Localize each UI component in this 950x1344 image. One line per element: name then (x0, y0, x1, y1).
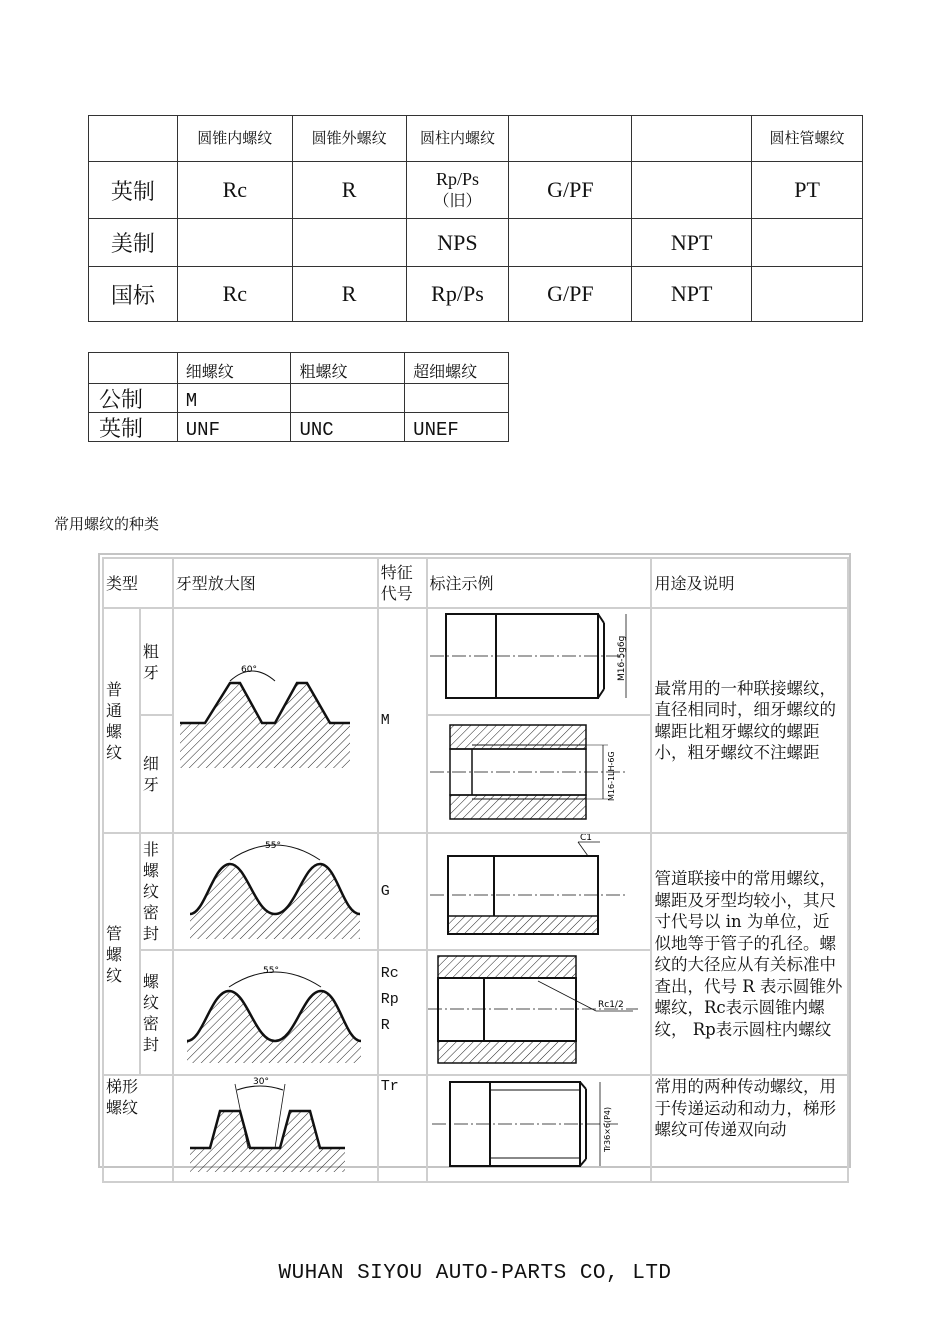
table-cell: NPT (632, 267, 752, 322)
external-thread-drawing (428, 609, 650, 709)
example-cell (427, 950, 652, 1075)
table-cell: G/PF (509, 162, 632, 219)
table-cell: G/PF (509, 267, 632, 322)
table-row (103, 833, 848, 950)
subtype-label: 非螺纹密封 (142, 840, 159, 943)
angle-label: 55° (265, 841, 282, 851)
subtype-label: 细牙 (142, 754, 159, 794)
table-cell: NPT (632, 219, 752, 267)
table-cell: R (292, 267, 406, 322)
subtype-cell (140, 950, 173, 1075)
example-cell (427, 833, 652, 950)
type-label-ordinary (103, 608, 140, 833)
example-cell (427, 608, 652, 715)
type-label-text: 普通螺纹 (106, 679, 123, 762)
header-cell: 粗螺纹 (291, 353, 405, 384)
profile-55-sealed-cell (173, 950, 378, 1075)
header-type: 类型 (103, 558, 173, 608)
subtype-cell (140, 715, 173, 833)
table-cell: M (177, 384, 291, 413)
angle-label: 55° (263, 965, 280, 976)
usage-description: 常用的两种传动螺纹，用于传递运动和动力，梯形螺纹可传递双向动 (651, 1075, 848, 1182)
table-cell (177, 219, 292, 267)
type-label-text: 管螺纹 (106, 923, 123, 985)
profile-55-cell (173, 833, 378, 950)
row-label: 美制 (89, 219, 178, 267)
header-code: 特征代号 (378, 558, 427, 608)
header-cell: 超细螺纹 (405, 353, 509, 384)
header-cell: 圆柱内螺纹 (406, 116, 509, 162)
usage-description: 最常用的一种联接螺纹，直径相同时，细牙螺纹的螺距比粗牙螺纹的螺距小，粗牙螺纹不注螺距 (651, 608, 848, 833)
type-label-text: 梯形螺纹 (106, 1077, 139, 1117)
table-cell (752, 219, 863, 267)
table-row (103, 608, 848, 715)
header-cell: 圆锥内螺纹 (177, 116, 292, 162)
header-cell: 圆锥外螺纹 (292, 116, 406, 162)
table-row (89, 219, 863, 267)
type-label-pipe (103, 833, 140, 1075)
header-cell (89, 116, 178, 162)
table-cell (509, 219, 632, 267)
table-row (89, 384, 509, 413)
code-r: R (380, 1017, 390, 1034)
header-cell: 细螺纹 (177, 353, 291, 384)
cell-value: Rp/Ps (435, 169, 479, 189)
company-footer: WUHAN SIYOU AUTO-PARTS CO, LTD (278, 1262, 672, 1285)
code-cell: G (378, 833, 427, 950)
sealed-pipe-thread-drawing (428, 951, 650, 1069)
code-cell: Tr (378, 1075, 427, 1182)
table-header-row (103, 558, 848, 608)
internal-thread-drawing (428, 717, 650, 827)
row-label: 国标 (89, 267, 178, 322)
subtype-cell (140, 833, 173, 950)
trapezoid-thread-drawing (428, 1077, 650, 1175)
table-cell (752, 267, 863, 322)
table-header-row (89, 116, 863, 162)
header-cell (89, 353, 178, 384)
thread-profile-55-drawing (175, 834, 375, 944)
table-cell: Rc (177, 162, 292, 219)
table-cell: UNC (291, 413, 405, 442)
code-rc: Rc (380, 965, 399, 982)
header-example: 标注示例 (427, 558, 652, 608)
dimension-label: M16-5g6g (616, 635, 627, 681)
table-row (103, 1075, 848, 1182)
table-row (89, 162, 863, 219)
code-rp: Rp (380, 991, 399, 1008)
subtype-label: 粗牙 (142, 641, 159, 682)
example-cell (427, 1075, 652, 1182)
subtype-cell (140, 608, 173, 715)
angle-label: 60° (241, 665, 258, 675)
table-cell (632, 162, 752, 219)
table-cell: R (292, 162, 406, 219)
usage-description: 管道联接中的常用螺纹，螺距及牙型均较小，其尺寸代号以 in 为单位，近似地等于管子的孔径。螺纹的大径应从有关标准中查出，代号 R 表示圆锥外螺纹，Rc表示圆锥内螺纹， Rp表示圆柱内螺纹 (651, 833, 848, 1075)
profile-30-cell (173, 1075, 378, 1182)
table-cell: UNF (177, 413, 291, 442)
header-profile: 牙型放大图 (173, 558, 378, 608)
cell-note: （旧） (433, 191, 482, 210)
table-cell: NPS (406, 219, 509, 267)
table-header-row (89, 353, 509, 384)
thread-profile-60-drawing (175, 663, 375, 773)
thread-profile-30-drawing (175, 1076, 375, 1176)
thread-types-table-frame (98, 553, 851, 1168)
table-cell (292, 219, 406, 267)
table-cell (291, 384, 405, 413)
code-cell (378, 950, 427, 1075)
table-cell: PT (752, 162, 863, 219)
table-cell (406, 162, 509, 219)
section-caption: 常用螺纹的种类 (54, 515, 160, 533)
code-cell: M (378, 608, 427, 833)
row-label: 公制 (89, 384, 178, 413)
dimension-label: Rc1/2 (597, 1000, 624, 1010)
angle-label: 30° (253, 1077, 270, 1087)
example-cell (427, 715, 652, 833)
pipe-thread-drawing (428, 834, 650, 944)
row-label: 英制 (89, 162, 178, 219)
dimension-label: M16-1LH-6G (606, 750, 616, 801)
table-cell: Rp/Ps (406, 267, 509, 322)
subtype-label: 螺纹密封 (142, 971, 159, 1054)
table-cell: Rc (177, 267, 292, 322)
type-label-trapezoid (103, 1075, 173, 1182)
table-cell: UNEF (405, 413, 509, 442)
table-cell (405, 384, 509, 413)
table-row (89, 267, 863, 322)
row-label: 英制 (89, 413, 178, 442)
table-row (89, 413, 509, 442)
dimension-label: Tr36×6(P4) (602, 1106, 612, 1152)
thread-pitch-table (88, 352, 509, 442)
thread-types-table (102, 557, 849, 1183)
dimension-label: C1 (579, 834, 592, 843)
profile-60-cell (173, 608, 378, 833)
header-cell (509, 116, 632, 162)
header-cell: 圆柱管螺纹 (752, 116, 863, 162)
header-cell (632, 116, 752, 162)
header-usage: 用途及说明 (651, 558, 848, 608)
thread-profile-55-sealed-drawing (175, 953, 375, 1068)
thread-standards-table (88, 115, 863, 322)
